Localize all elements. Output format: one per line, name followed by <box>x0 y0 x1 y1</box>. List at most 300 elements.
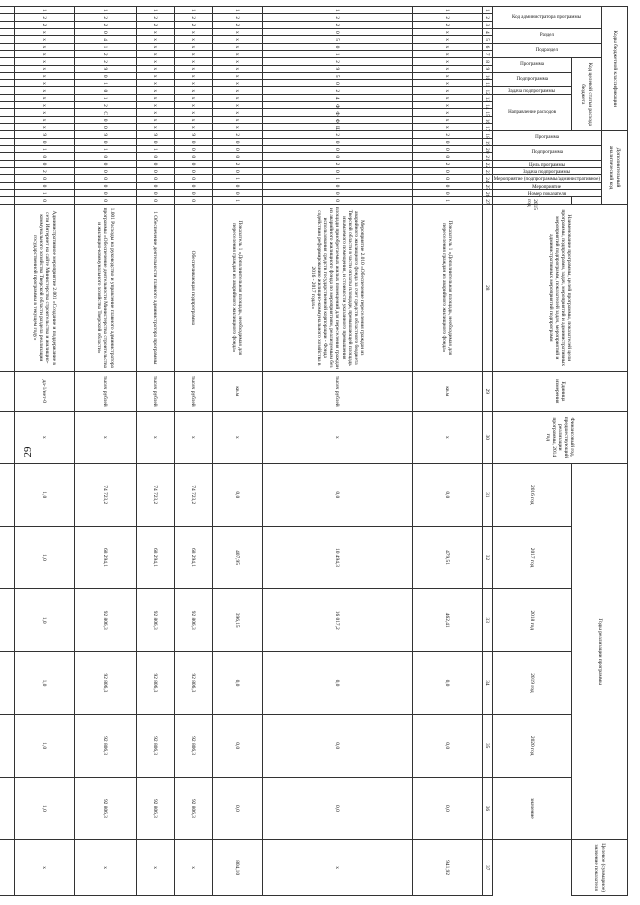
code-cell: х <box>212 116 262 123</box>
code-cell: 0 <box>174 146 212 153</box>
column-number: 3 <box>482 21 492 28</box>
code-cell: х <box>174 58 212 65</box>
code-cell: х <box>136 124 174 131</box>
column-number: 35 <box>482 714 492 777</box>
code-cell: 0 <box>174 189 212 196</box>
code-cell: Ф <box>262 116 412 123</box>
column-number: 19 <box>482 138 492 145</box>
year-value <box>0 714 14 777</box>
header-task: Задача подпрограммы <box>492 167 601 174</box>
code-cell: 5 <box>262 36 412 43</box>
code-cell: 9 <box>174 131 212 138</box>
column-number: 30 <box>482 411 492 463</box>
year-value: 92 806,3 <box>74 589 136 652</box>
code-cell: 9 <box>14 131 74 138</box>
year-value: 1,0 <box>14 463 74 526</box>
code-cell <box>0 72 14 79</box>
code-cell: 0 <box>174 167 212 174</box>
code-cell: х <box>212 124 262 131</box>
year-value: 0,0 <box>262 777 412 840</box>
code-cell: 1 <box>262 50 412 57</box>
year-value: 1,0 <box>14 589 74 652</box>
code-cell <box>0 109 14 116</box>
table-row <box>136 7 174 896</box>
code-cell: х <box>174 28 212 35</box>
code-cell: 0 <box>74 160 136 167</box>
code-cell: 0 <box>74 189 136 196</box>
year-value: 92 806,3 <box>136 777 174 840</box>
row-target: 804,10 <box>212 840 262 896</box>
code-cell: х <box>136 87 174 94</box>
row-fin-2014: х <box>14 411 74 463</box>
code-cell: 0 <box>212 153 262 160</box>
code-cell: 2 <box>262 131 412 138</box>
header-exp-task: Задача подпрограммы <box>492 87 571 94</box>
code-cell: х <box>212 94 262 101</box>
header-expense-code: Код целевой статьи расхода бюджета <box>572 58 602 131</box>
code-cell: 2 <box>412 14 482 21</box>
code-cell: х <box>412 58 482 65</box>
code-cell <box>0 21 14 28</box>
code-cell: х <box>14 43 74 50</box>
code-cell: 0 <box>412 167 482 174</box>
year-value: 92 806,3 <box>136 589 174 652</box>
year-value: 68 294,1 <box>136 526 174 589</box>
row-target: х <box>262 840 412 896</box>
code-cell: 0 <box>262 138 412 145</box>
code-cell: 0 <box>136 175 174 182</box>
code-cell: 0 <box>212 146 262 153</box>
row-fin-2014: х <box>412 411 482 463</box>
code-cell: 2 <box>412 21 482 28</box>
year-value: 1,0 <box>14 652 74 715</box>
column-number: 20 <box>482 146 492 153</box>
header-budget-codes: Коды бюджетной классификации <box>602 7 628 131</box>
code-cell: 2 <box>136 21 174 28</box>
column-number: 13 <box>482 94 492 101</box>
year-value: 74 723,2 <box>136 463 174 526</box>
row-unit: тысяч рублей <box>262 371 412 411</box>
code-cell: х <box>212 65 262 72</box>
code-cell: 1 <box>14 7 74 14</box>
code-cell: 0 <box>74 116 136 123</box>
code-cell: 4 <box>262 94 412 101</box>
column-number: 14 <box>482 102 492 109</box>
code-cell: х <box>136 65 174 72</box>
code-cell: 0 <box>136 167 174 174</box>
code-cell: Ш <box>262 124 412 131</box>
header-extra-code: Дополнительный аналитический код <box>602 131 628 204</box>
code-cell: х <box>174 65 212 72</box>
code-cell: х <box>212 80 262 87</box>
column-number: 6 <box>482 43 492 50</box>
code-cell: х <box>14 116 74 123</box>
header-target: Целевое (суммарное) значение показателя <box>572 840 628 896</box>
table-row <box>412 7 482 896</box>
code-cell: х <box>412 43 482 50</box>
code-cell: х <box>14 80 74 87</box>
code-cell: 2 <box>412 160 482 167</box>
column-number: 23 <box>482 167 492 174</box>
year-value: 92 806,3 <box>74 777 136 840</box>
header-unit: Единица измерения <box>492 371 627 411</box>
code-cell: 2 <box>174 21 212 28</box>
code-cell: х <box>136 116 174 123</box>
code-cell: 0 <box>136 197 174 204</box>
code-cell: 0 <box>14 182 74 189</box>
header-indicator-number: Номер показателя <box>492 189 601 196</box>
row-target: 941,92 <box>412 840 482 896</box>
year-value: 92 806,3 <box>74 652 136 715</box>
year-value: 0,0 <box>412 777 482 840</box>
code-cell: 0 <box>74 153 136 160</box>
code-cell: х <box>14 72 74 79</box>
row-unit: тысяч рублей <box>136 371 174 411</box>
year-value: 0,0 <box>412 652 482 715</box>
code-cell: 1 <box>136 146 174 153</box>
code-cell: х <box>14 87 74 94</box>
year-value <box>0 589 14 652</box>
code-cell: 2 <box>74 21 136 28</box>
code-cell: 0 <box>174 153 212 160</box>
year-value: 92 806,3 <box>174 589 212 652</box>
code-cell: х <box>136 102 174 109</box>
year-2018: 2018 год <box>492 589 571 652</box>
code-cell: Ф <box>262 102 412 109</box>
code-cell: 2 <box>74 14 136 21</box>
header-exp-program: Программа <box>492 58 571 73</box>
row-target: х <box>136 840 174 896</box>
column-number: 28 <box>482 204 492 371</box>
year-2019: 2019 год <box>492 652 571 715</box>
code-cell: 2 <box>262 58 412 65</box>
column-number: 10 <box>482 72 492 79</box>
year-value: 68 294,1 <box>74 526 136 589</box>
row-unit: да-1/нет-0 <box>14 371 74 411</box>
code-cell <box>0 43 14 50</box>
code-cell: 0 <box>74 28 136 35</box>
header-goal: Цель программы <box>492 160 601 167</box>
code-cell: х <box>174 50 212 57</box>
column-number: 11 <box>482 80 492 87</box>
column-number: 18 <box>482 131 492 138</box>
column-number: 37 <box>482 840 492 896</box>
code-cell: х <box>412 116 482 123</box>
year-value: 92 806,3 <box>136 714 174 777</box>
code-cell: 0 <box>74 175 136 182</box>
code-cell: 2 <box>212 14 262 21</box>
year-value: 10 494,3 <box>262 526 412 589</box>
year-value: 0,0 <box>212 652 262 715</box>
rotated-page-content <box>32 6 628 896</box>
code-cell: х <box>212 58 262 65</box>
row-unit: тысяч рублей <box>74 371 136 411</box>
code-cell: х <box>412 50 482 57</box>
code-cell: 2 <box>212 131 262 138</box>
row-fin-2014: х <box>212 411 262 463</box>
code-cell: х <box>412 72 482 79</box>
code-cell: 1 <box>74 94 136 101</box>
column-number: 4 <box>482 28 492 35</box>
header-admin-code: Код администратора программы <box>492 7 601 29</box>
code-cell: х <box>412 80 482 87</box>
code-cell: х <box>174 72 212 79</box>
column-number: 34 <box>482 652 492 715</box>
code-cell <box>0 116 14 123</box>
header-program: Программа <box>492 131 601 146</box>
row-name: Административное мероприятие 2.001 «Создание и поддержание в сети Интернет на сайте Министерства строительства и жилищно-коммунального хозяйства Тверской области раздела реализации государственной программы в текущем году» <box>14 204 74 371</box>
column-number: 1 <box>482 7 492 14</box>
header-name: Наименование программы, целей программы, показателей цели программы, подпрограмм, задач, мероприятий и административных мероприятий подпрограмм, показателей задач, мероприятий и административных мероприятий подпрограмм <box>492 204 627 371</box>
code-cell: 0 <box>174 160 212 167</box>
column-number: 22 <box>482 160 492 167</box>
code-cell: 2 <box>136 14 174 21</box>
code-cell: х <box>212 36 262 43</box>
column-number: 16 <box>482 116 492 123</box>
code-cell: 0 <box>262 43 412 50</box>
code-cell: 2 <box>74 102 136 109</box>
code-cell: х <box>136 36 174 43</box>
code-cell <box>0 153 14 160</box>
code-cell: х <box>212 102 262 109</box>
code-cell: 1 <box>262 175 412 182</box>
code-cell: х <box>14 102 74 109</box>
code-cell: 0 <box>74 124 136 131</box>
code-cell: 0 <box>262 146 412 153</box>
code-cell: х <box>14 94 74 101</box>
row-unit: кв.м <box>212 371 262 411</box>
code-cell: х <box>174 43 212 50</box>
code-cell <box>0 58 14 65</box>
row-unit <box>0 371 14 411</box>
code-cell: 0 <box>14 197 74 204</box>
header-event-type: Мероприятие (подпрограммы/административное) <box>492 175 601 182</box>
page-number: 29 <box>22 446 34 458</box>
header-years: Годы реализации программы <box>572 463 628 839</box>
code-cell: х <box>14 109 74 116</box>
code-cell: 1 <box>262 7 412 14</box>
row-name: Показатель 1 «Дополнительная площадь, необходимая для переселения граждан из аварийного жилищного фонда» <box>212 204 262 371</box>
code-cell: х <box>14 58 74 65</box>
column-number: 7 <box>482 50 492 57</box>
row-name: Показатель 1 «Дополнительная площадь, необходимая для переселения граждан из аварийного жилищного фонда» <box>412 204 482 371</box>
column-number: 29 <box>482 371 492 411</box>
code-cell: х <box>174 36 212 43</box>
code-cell <box>0 65 14 72</box>
header-fin-2014: Финансовый год, предшествующий реализации программы, 2014 год <box>492 411 627 463</box>
column-number: 36 <box>482 777 492 840</box>
code-cell: х <box>136 72 174 79</box>
row-name: Мероприятие 2.010 «Обеспечение переселения граждан из аварийного жилищного фонда за счет средств областного бюджета Тверской области в части оплаты площади, превышающей площадь изымаемого помещения, и стоимости указанного превышения площади приобретаемых жилых помещений для переселения граждан из аварийного жилищного фонда по мероприятиям, реализуемым без использования средств государственной корпорации - Фонда содействия реформированию жилищно-коммунального хозяйства в 2016 - 2017 годах» <box>262 204 412 371</box>
year-value: 0,0 <box>262 714 412 777</box>
table-row <box>212 7 262 896</box>
row-name: 1.001 Расходы на руководство и управление главного администратора программы «Обеспечение деятельности Министерства строительства и жилищно-коммунального хозяйства Тверской области» <box>74 204 136 371</box>
code-cell: х <box>212 87 262 94</box>
column-number: 24 <box>482 175 492 182</box>
code-cell: 2 <box>212 160 262 167</box>
code-cell: 0 <box>174 197 212 204</box>
code-cell: 2 <box>262 160 412 167</box>
code-cell: С <box>74 109 136 116</box>
code-cell <box>0 197 14 204</box>
code-cell: 5 <box>262 72 412 79</box>
row-fin-2014 <box>0 411 14 463</box>
code-cell: х <box>136 28 174 35</box>
table-header <box>482 7 627 896</box>
year-value: 1,0 <box>14 714 74 777</box>
row-unit: тысяч рублей <box>174 371 212 411</box>
code-cell: х <box>14 124 74 131</box>
code-cell: х <box>412 124 482 131</box>
code-cell: 4 <box>74 36 136 43</box>
code-cell: 0 <box>262 197 412 204</box>
table-row <box>174 7 212 896</box>
header-exp-subprogram: Подпрограмма <box>492 72 571 87</box>
row-fin-2014: х <box>74 411 136 463</box>
code-cell <box>0 94 14 101</box>
code-cell: 0 <box>174 182 212 189</box>
code-cell: 1 <box>212 197 262 204</box>
code-cell: х <box>212 28 262 35</box>
code-cell: 2 <box>14 167 74 174</box>
header-event: Мероприятие <box>492 182 601 189</box>
year-value <box>0 526 14 589</box>
code-cell: 0 <box>136 160 174 167</box>
header-target-value: значение <box>492 777 571 840</box>
row-target: х <box>14 840 74 896</box>
code-cell <box>0 131 14 138</box>
code-cell: 0 <box>262 182 412 189</box>
year-value <box>0 777 14 840</box>
row-unit: кв.м <box>412 371 482 411</box>
code-cell: 2 <box>262 14 412 21</box>
code-cell: х <box>412 36 482 43</box>
code-cell: 0 <box>136 182 174 189</box>
code-cell: 9 <box>74 131 136 138</box>
code-cell <box>0 146 14 153</box>
code-cell: 0 <box>262 153 412 160</box>
code-cell: 1 <box>14 189 74 196</box>
code-cell: 2 <box>74 58 136 65</box>
year-value: 92 806,3 <box>174 777 212 840</box>
code-cell: 0 <box>74 138 136 145</box>
code-cell: х <box>14 50 74 57</box>
code-cell: 0 <box>74 87 136 94</box>
code-cell: 0 <box>74 182 136 189</box>
code-cell: х <box>174 94 212 101</box>
column-number: 27 <box>482 197 492 204</box>
code-cell: 0 <box>212 182 262 189</box>
code-cell: 0 <box>174 175 212 182</box>
code-cell: 9 <box>74 65 136 72</box>
code-cell: х <box>212 43 262 50</box>
code-cell: 2 <box>74 50 136 57</box>
column-number: 12 <box>482 87 492 94</box>
code-cell: х <box>136 109 174 116</box>
code-cell: х <box>136 50 174 57</box>
column-number: 21 <box>482 153 492 160</box>
row-target <box>0 840 14 896</box>
code-cell: 2 <box>212 21 262 28</box>
code-cell: х <box>136 80 174 87</box>
code-cell: х <box>412 102 482 109</box>
year-value <box>0 463 14 526</box>
year-value: 68 294,1 <box>174 526 212 589</box>
code-cell: 0 <box>212 167 262 174</box>
code-cell: х <box>412 65 482 72</box>
column-number-row <box>482 7 492 896</box>
code-cell: 0 <box>412 189 482 196</box>
code-cell: 0 <box>212 138 262 145</box>
year-value: 407,95 <box>212 526 262 589</box>
code-cell: 0 <box>74 167 136 174</box>
code-cell: 0 <box>412 175 482 182</box>
column-number: 15 <box>482 109 492 116</box>
column-number: 2 <box>482 14 492 21</box>
code-cell <box>0 28 14 35</box>
code-cell <box>0 102 14 109</box>
code-cell: 0 <box>412 153 482 160</box>
row-name <box>0 204 14 371</box>
column-number: 9 <box>482 65 492 72</box>
code-cell: х <box>136 58 174 65</box>
code-cell: 0 <box>412 138 482 145</box>
year-value: 1,0 <box>14 777 74 840</box>
code-cell: х <box>14 36 74 43</box>
code-cell: х <box>412 94 482 101</box>
code-cell <box>0 167 14 174</box>
code-cell: 1 <box>14 146 74 153</box>
row-fin-2014: х <box>174 411 212 463</box>
code-cell: 1 <box>212 175 262 182</box>
code-cell: 1 <box>74 80 136 87</box>
code-cell <box>0 175 14 182</box>
year-value: 16 017,2 <box>262 589 412 652</box>
code-cell: 1 <box>136 7 174 14</box>
code-cell: 2 <box>174 14 212 21</box>
code-cell: х <box>174 124 212 131</box>
code-cell: х <box>174 87 212 94</box>
code-cell: 0 <box>14 175 74 182</box>
column-number: 32 <box>482 526 492 589</box>
code-cell: 2 <box>412 131 482 138</box>
year-value: 92 806,3 <box>174 714 212 777</box>
code-cell: 1 <box>412 7 482 14</box>
year-value: 92 806,3 <box>174 652 212 715</box>
code-cell: 0 <box>262 189 412 196</box>
code-cell: 9 <box>262 65 412 72</box>
row-fin-2014: х <box>262 411 412 463</box>
code-cell: 0 <box>262 28 412 35</box>
code-cell: Ф <box>262 109 412 116</box>
year-value: 92 806,3 <box>74 714 136 777</box>
code-cell: 0 <box>212 189 262 196</box>
header-expense-direction: Направление расходов <box>492 94 571 131</box>
column-number: 26 <box>482 189 492 196</box>
year-value: 479,51 <box>412 526 482 589</box>
code-cell: х <box>212 50 262 57</box>
code-cell: х <box>174 116 212 123</box>
code-cell: 0 <box>14 160 74 167</box>
code-cell: х <box>136 43 174 50</box>
table-row <box>262 7 412 896</box>
code-cell: х <box>174 80 212 87</box>
code-cell: 0 <box>136 138 174 145</box>
year-value: 0,0 <box>212 777 262 840</box>
column-number: 31 <box>482 463 492 526</box>
column-number: 5 <box>482 36 492 43</box>
column-number: 17 <box>482 124 492 131</box>
